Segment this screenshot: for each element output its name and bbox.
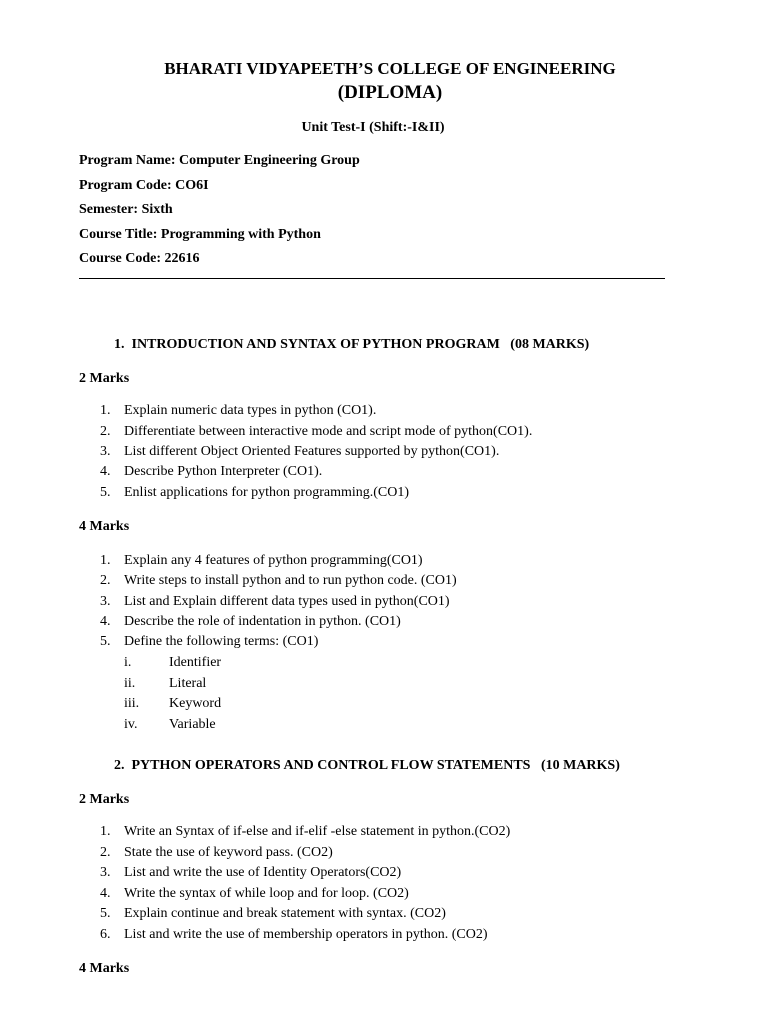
test-title: Unit Test-I (Shift:-I&II) <box>301 120 445 135</box>
question-item: 2. Write steps to install python and to run python code. (CO1) <box>100 573 457 588</box>
question-item: 1. Explain numeric data types in python (CO1). <box>100 403 377 418</box>
question-item: 3. List different Object Oriented Features supported by python(CO1). <box>100 444 500 459</box>
question-item: 1. Write an Syntax of if-else and if-elif -else statement in python.(CO2) <box>100 824 511 839</box>
semester: Semester: Sixth <box>79 202 173 217</box>
college-title: BHARATI VIDYAPEETH’S COLLEGE OF ENGINEERING <box>164 59 616 78</box>
course-code: Course Code: 22616 <box>79 251 200 266</box>
question-item: 3. List and write the use of Identity Operators(CO2) <box>100 865 402 880</box>
question-item: 4. Describe the role of indentation in python. (CO1) <box>100 614 401 629</box>
section-heading: 1. INTRODUCTION AND SYNTAX OF PYTHON PROGRAM (08 MARKS) <box>114 337 590 352</box>
header-divider <box>79 278 665 279</box>
sub-item: iv. Variable <box>124 717 216 732</box>
question-item: 5. Explain continue and break statement with syntax. (CO2) <box>100 906 446 921</box>
sub-item: ii. Literal <box>124 676 207 691</box>
sub-item: i. Identifier <box>124 655 222 670</box>
section-heading: 2. PYTHON OPERATORS AND CONTROL FLOW STATEMENTS (10 MARKS) <box>114 758 620 773</box>
question-item: 2. Differentiate between interactive mode and script mode of python(CO1). <box>100 424 533 439</box>
program-code: Program Code: CO6I <box>79 178 209 193</box>
marks-label: 2 Marks <box>79 792 130 807</box>
question-item: 4. Write the syntax of while loop and for loop. (CO2) <box>100 886 409 901</box>
question-item: 1. Explain any 4 features of python programming(CO1) <box>100 553 423 568</box>
marks-label: 2 Marks <box>79 371 130 386</box>
program-name: Program Name: Computer Engineering Group <box>79 153 360 168</box>
question-item: 5. Enlist applications for python programming.(CO1) <box>100 485 410 500</box>
diploma-title: (DIPLOMA) <box>337 82 443 103</box>
question-item: 3. List and Explain different data types used in python(CO1) <box>100 594 450 609</box>
course-title: Course Title: Programming with Python <box>79 227 321 242</box>
sub-item: iii. Keyword <box>124 696 222 711</box>
marks-label: 4 Marks <box>79 519 130 534</box>
marks-label: 4 Marks <box>79 961 130 976</box>
question-item: 4. Describe Python Interpreter (CO1). <box>100 464 323 479</box>
question-item: 5. Define the following terms: (CO1) <box>100 634 319 649</box>
question-item: 6. List and write the use of membership operators in python. (CO2) <box>100 927 488 942</box>
question-item: 2. State the use of keyword pass. (CO2) <box>100 845 333 860</box>
